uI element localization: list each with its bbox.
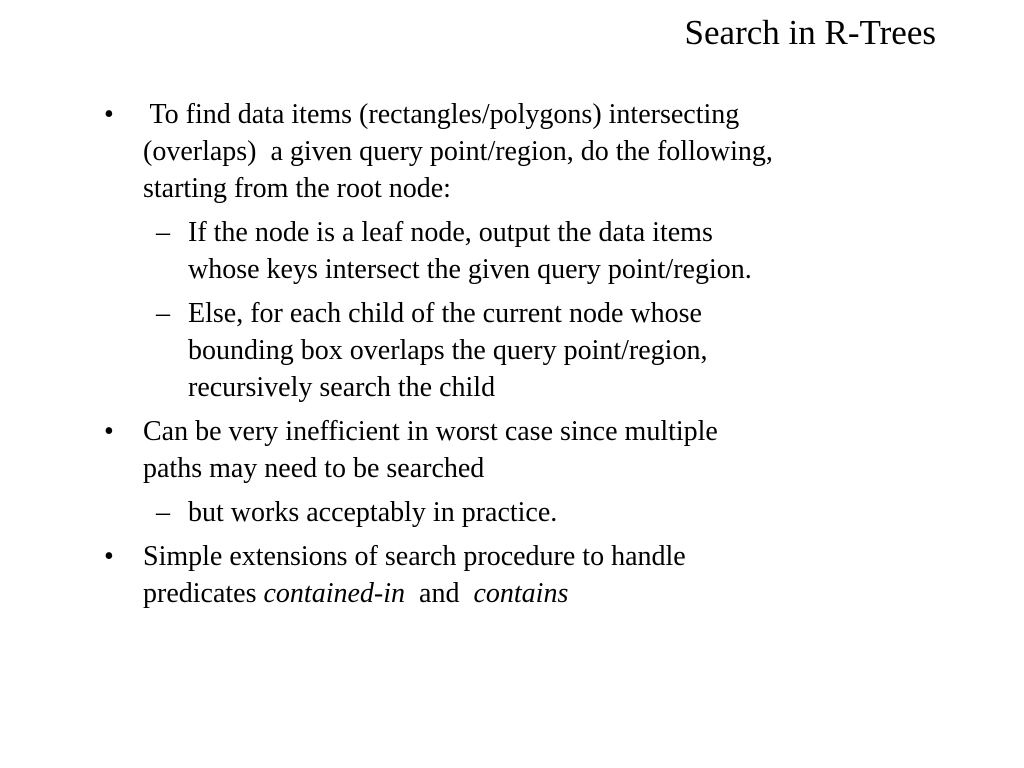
predicates-and: and [405, 578, 474, 609]
dash-icon: – [156, 217, 170, 248]
predicates-prefix: predicates [143, 578, 264, 609]
sub-line: If the node is a leaf node, output the data items [188, 217, 713, 248]
bullet-icon: • [104, 541, 114, 572]
sub-item-leaf-node [0, 214, 908, 288]
slide-title: Search in R-Trees [684, 13, 936, 52]
dash-icon: – [156, 497, 170, 528]
sub-line: Else, for each child of the current node whose [188, 298, 702, 329]
sub-item-works-in-practice [0, 494, 908, 531]
bullet-line: Simple extensions of search procedure to handle [143, 541, 686, 572]
bullet-icon: • [104, 416, 114, 447]
bullet-line: starting from the root node: [143, 173, 451, 204]
dash-icon: – [156, 298, 170, 329]
bullet-item-extensions [0, 538, 923, 612]
predicate-contains: contains [473, 578, 569, 609]
sub-line: bounding box overlaps the query point/region, [188, 335, 708, 366]
bullet-item-find-intersecting [0, 96, 923, 207]
bullet-line-predicates [143, 575, 923, 612]
sub-line: but works acceptably in practice. [188, 497, 558, 528]
slide-body [0, 96, 1024, 612]
bullet-icon: • [104, 99, 114, 130]
sub-line: whose keys intersect the given query point/region. [188, 254, 752, 285]
bullet-line: To find data items (rectangles/polygons) intersecting [143, 99, 740, 130]
predicate-contained-in: contained-in [263, 578, 406, 609]
bullet-line: Can be very inefficient in worst case since multiple [143, 416, 718, 447]
sub-item-else-child [0, 295, 908, 406]
bullet-item-inefficient [0, 413, 923, 487]
sub-line: recursively search the child [188, 372, 496, 403]
bullet-line: paths may need to be searched [143, 453, 485, 484]
bullet-line: (overlaps) a given query point/region, do the following, [143, 136, 773, 167]
